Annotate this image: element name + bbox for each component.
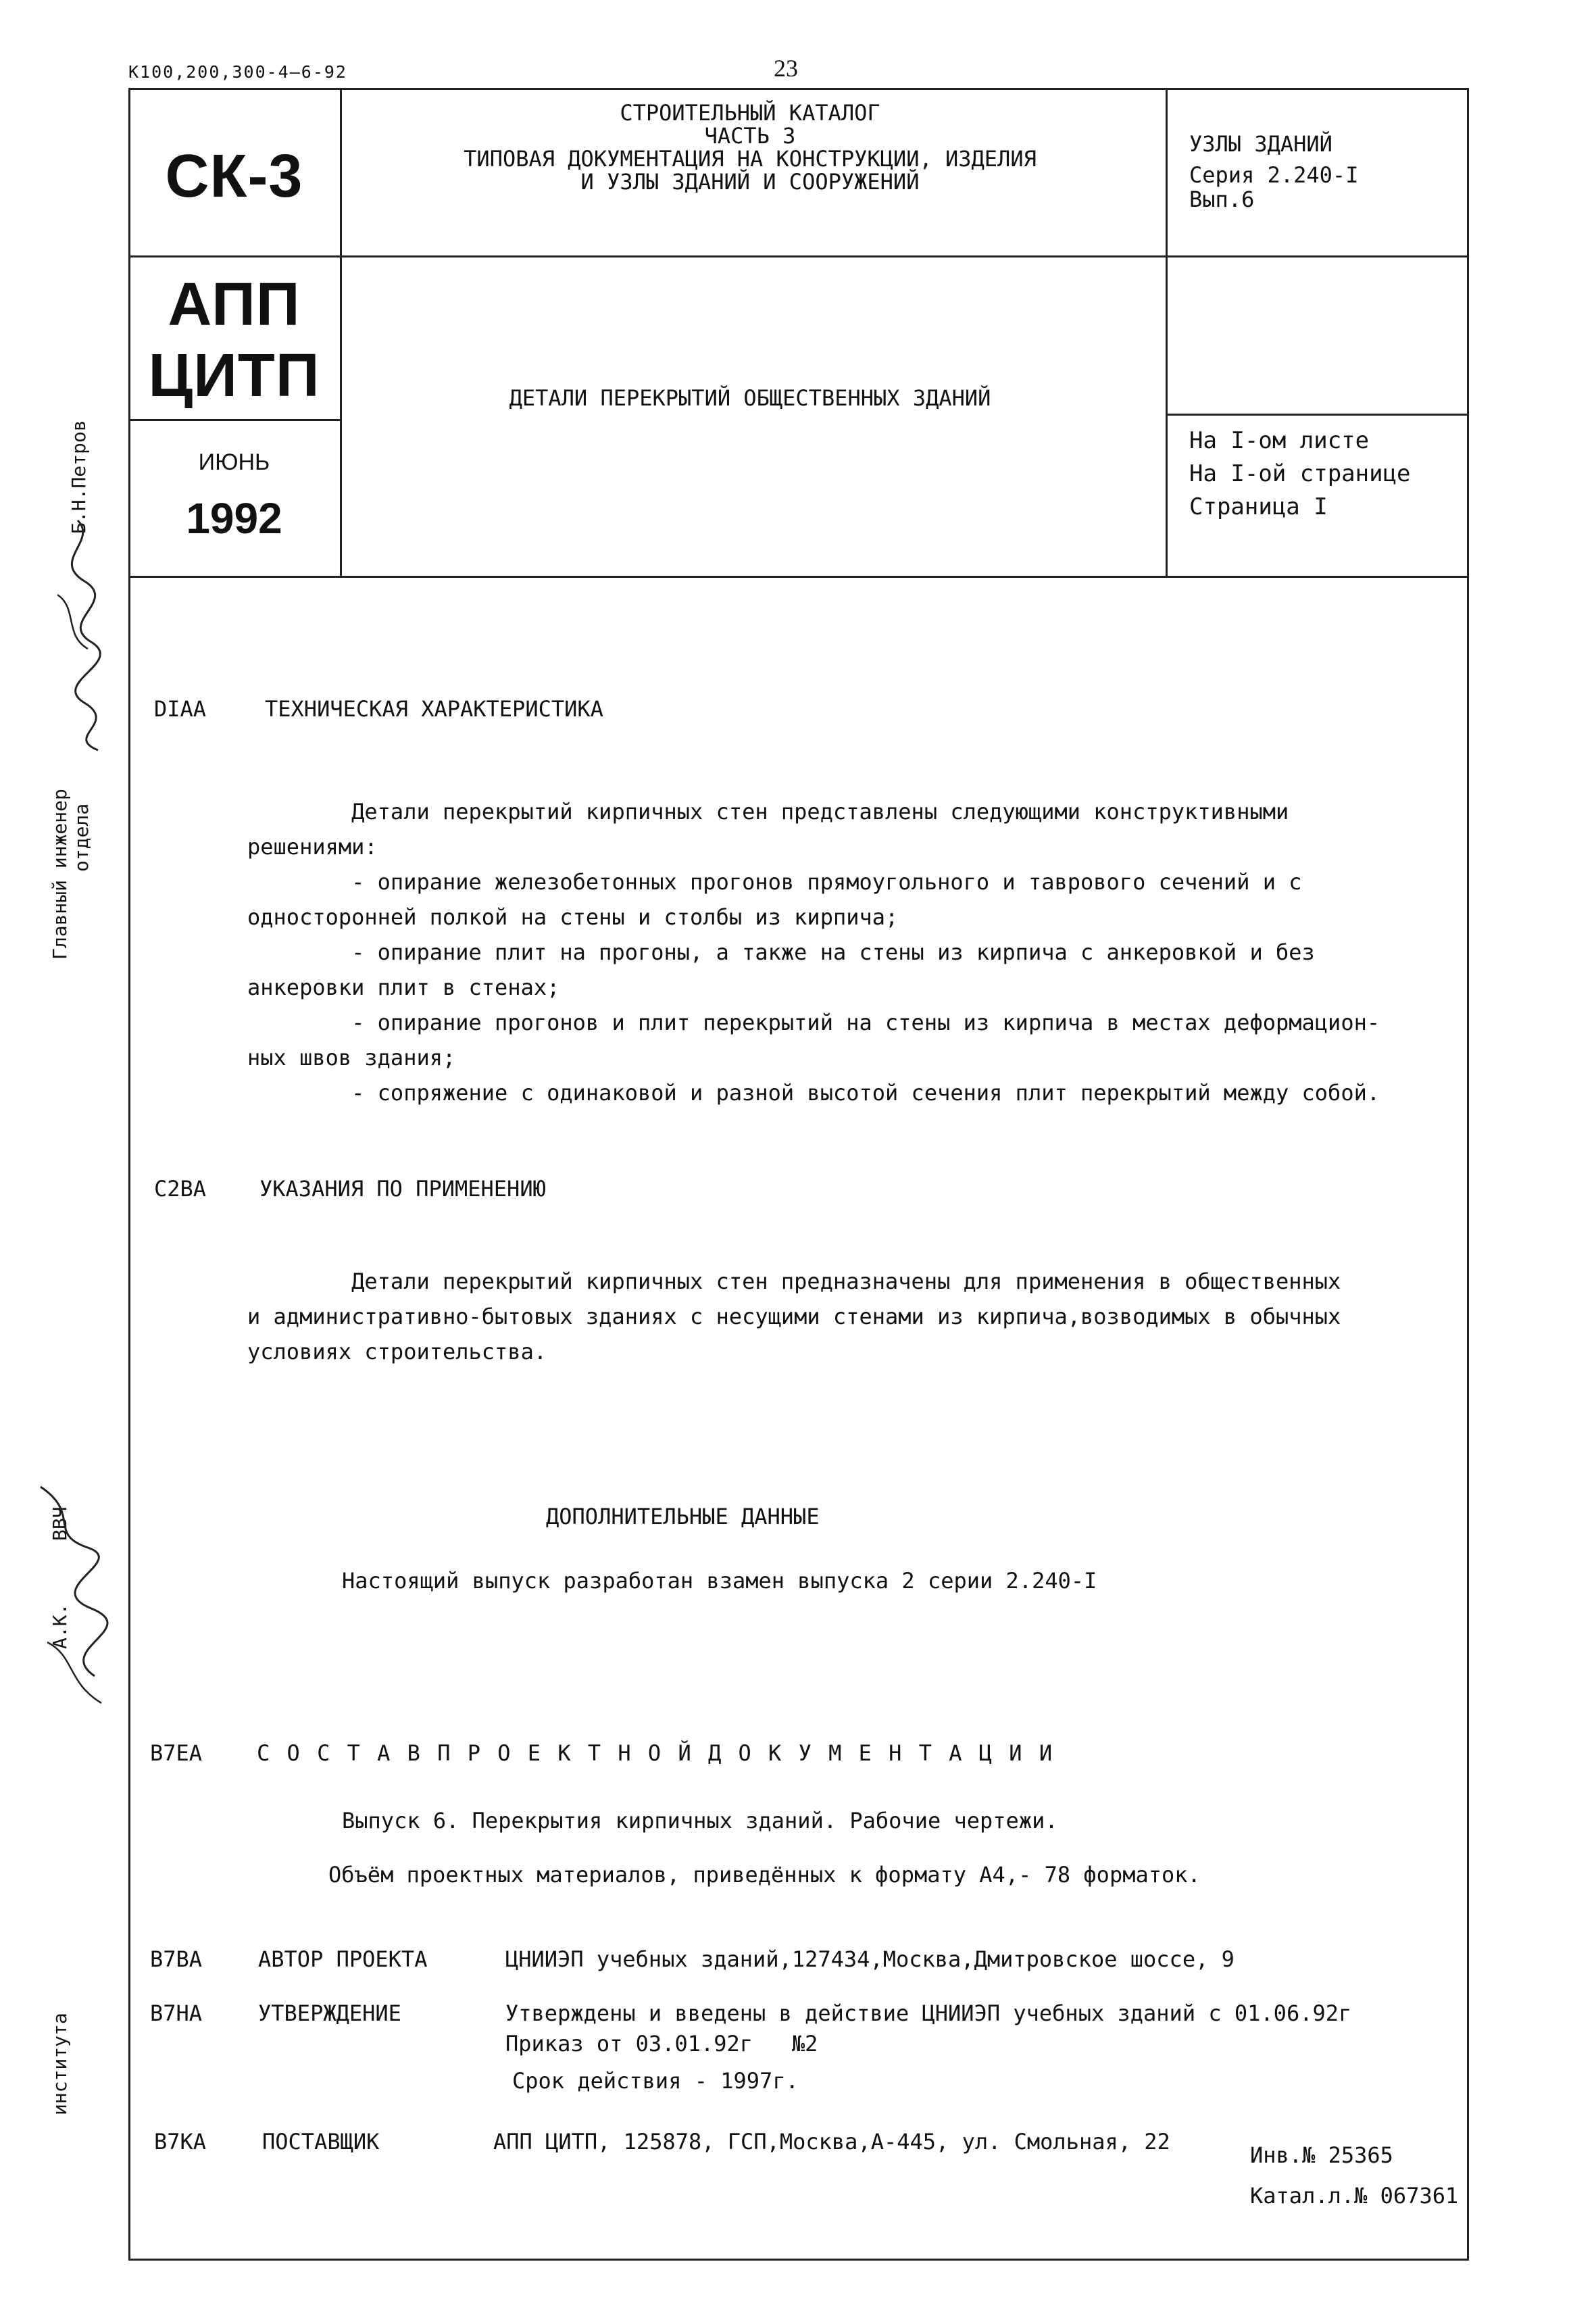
section-code-author: B7BA: [150, 1946, 203, 1972]
app-label: АПП: [168, 271, 301, 339]
series-line: УЗЛЫ ЗДАНИЙ: [1189, 131, 1332, 157]
section-code-composition: B7EA: [150, 1740, 203, 1766]
author-label: АВТОР ПРОЕКТА: [258, 1946, 428, 1972]
additional-heading: ДОПОЛНИТЕЛЬНЫЕ ДАННЫЕ: [546, 1504, 820, 1529]
document-title: ДЕТАЛИ ПЕРЕКРЫТИЙ ОБЩЕСТВЕННЫХ ЗДАНИЙ: [509, 385, 991, 411]
tech-line: решениями:: [247, 834, 378, 860]
composition-line-1: Выпуск 6. Перекрытия кирпичных зданий. Рабочие чертежи.: [342, 1808, 1058, 1833]
sheet-info-line: Страница I: [1189, 493, 1328, 520]
month-label: ИЮНЬ: [198, 449, 270, 475]
series-line: Вып.6: [1189, 187, 1255, 212]
header-row-line-1: [128, 255, 1469, 257]
ak-label: А.К.: [49, 1603, 71, 1649]
vych-label: ВВЧ: [49, 1506, 71, 1541]
section-heading-usage: УКАЗАНИЯ ПО ПРИМЕНЕНИЮ: [259, 1176, 546, 1202]
citp-label: ЦИТП: [148, 342, 320, 410]
approval-value-1: Утверждены и введены в действие ЦНИИЭП учебных зданий с 01.06.92г: [505, 2000, 1352, 2026]
section-heading-tech: ТЕХНИЧЕСКАЯ ХАРАКТЕРИСТИКА: [265, 696, 603, 722]
tech-line: Детали перекрытий кирпичных стен представлены следующими конструктивными: [247, 799, 1289, 824]
catalog-line: ЧАСТЬ 3: [704, 123, 796, 149]
tech-line: - опирание железобетонных прогонов прямоугольного и таврового сечений и с: [247, 869, 1302, 895]
section-code-tech: DIAA: [154, 696, 207, 722]
approval-value-3: Срок действия - 1997г.: [512, 2068, 799, 2094]
catalog-line: И УЗЛЫ ЗДАНИЙ И СООРУЖЕНИЙ: [580, 169, 920, 195]
chief-name: Б.Н.Петров: [68, 420, 90, 534]
usage-line: и административно-бытовых зданиях с несущими стенами из кирпича,возводимых в обычных: [247, 1304, 1341, 1329]
composition-heading: С О С Т А В П Р О Е К Т Н О Й Д О К У М Е Н Т А Ц И И: [257, 1740, 1055, 1766]
approval-label: УТВЕРЖДЕНИЕ: [258, 2000, 401, 2026]
header-row-line-2: [128, 419, 342, 421]
catalog-sheet-number: Катал.л.№ 067361: [1250, 2183, 1459, 2209]
section-code-approval: B7HA: [150, 2000, 203, 2026]
additional-text: Настоящий выпуск разработан взамен выпуска 2 серии 2.240-I: [342, 1568, 1097, 1594]
year-label: 1992: [186, 494, 282, 543]
tech-line: ных швов здания;: [247, 1045, 456, 1070]
usage-paragraph: [247, 1229, 1341, 1404]
tech-line: - сопряжение с одинаковой и разной высотой сечения плит перекрытий между собой.: [247, 1080, 1380, 1106]
catalog-line: СТРОИТЕЛЬНЫЙ КАТАЛОГ: [620, 100, 880, 126]
section-code-usage: C2BA: [154, 1176, 207, 1202]
header-row-line-3: [1166, 414, 1469, 416]
series-block: [1189, 132, 1358, 212]
sheet-info-line: На I-ом листе: [1189, 427, 1370, 454]
series-line: Серия 2.240-I: [1189, 162, 1359, 188]
supplier-value: АПП ЦИТП, 125878, ГСП,Москва,А-445, ул. Смольная, 22: [493, 2129, 1170, 2155]
department-label: отдела: [70, 803, 93, 872]
institute-label: института: [49, 2013, 71, 2115]
sheet-info-block: [1189, 424, 1411, 524]
document-code: К100,200,300-4—6-92: [128, 62, 347, 82]
usage-line: Детали перекрытий кирпичных стен предназначены для применения в общественных: [247, 1269, 1341, 1294]
chief-engineer-label: Главный инженер: [49, 789, 71, 960]
tech-paragraph: [247, 759, 1380, 1146]
chief-signature-icon: [37, 514, 118, 757]
tech-line: - опирание прогонов и плит перекрытий на стены из кирпича в местах деформацион-: [247, 1010, 1380, 1035]
approval-value-2: Приказ от 03.01.92г №2: [505, 2031, 818, 2057]
author-value: ЦНИИЭП учебных зданий,127434,Москва,Дмитровское шоссе, 9: [505, 1946, 1235, 1972]
supplier-label: ПОСТАВЩИК: [262, 2129, 380, 2155]
section-code-supplier: B7KA: [154, 2129, 207, 2155]
tech-line: односторонней полкой на стены и столбы из кирпича;: [247, 904, 899, 930]
catalog-line: ТИПОВАЯ ДОКУМЕНТАЦИЯ НА КОНСТРУКЦИИ, ИЗДЕЛИЯ: [464, 146, 1037, 172]
composition-line-2: Объём проектных материалов, приведённых к формату А4,- 78 форматок.: [328, 1862, 1201, 1888]
signature-icon: [27, 1473, 115, 1717]
page-number: 23: [774, 55, 798, 82]
sk-code: СК-3: [165, 143, 303, 210]
header-divider-right: [1166, 88, 1168, 578]
usage-line: условиях строительства.: [247, 1339, 547, 1364]
sheet-info-line: На I-ой странице: [1189, 460, 1411, 487]
tech-line: анкеровки плит в стенах;: [247, 975, 560, 1000]
inventory-number: Инв.№ 25365: [1250, 2142, 1393, 2168]
header-bottom-line: [128, 576, 1469, 578]
tech-line: - опирание плит на прогоны, а также на стены из кирпича с анкеровкой и без: [247, 939, 1315, 965]
catalog-header: [338, 101, 1162, 193]
